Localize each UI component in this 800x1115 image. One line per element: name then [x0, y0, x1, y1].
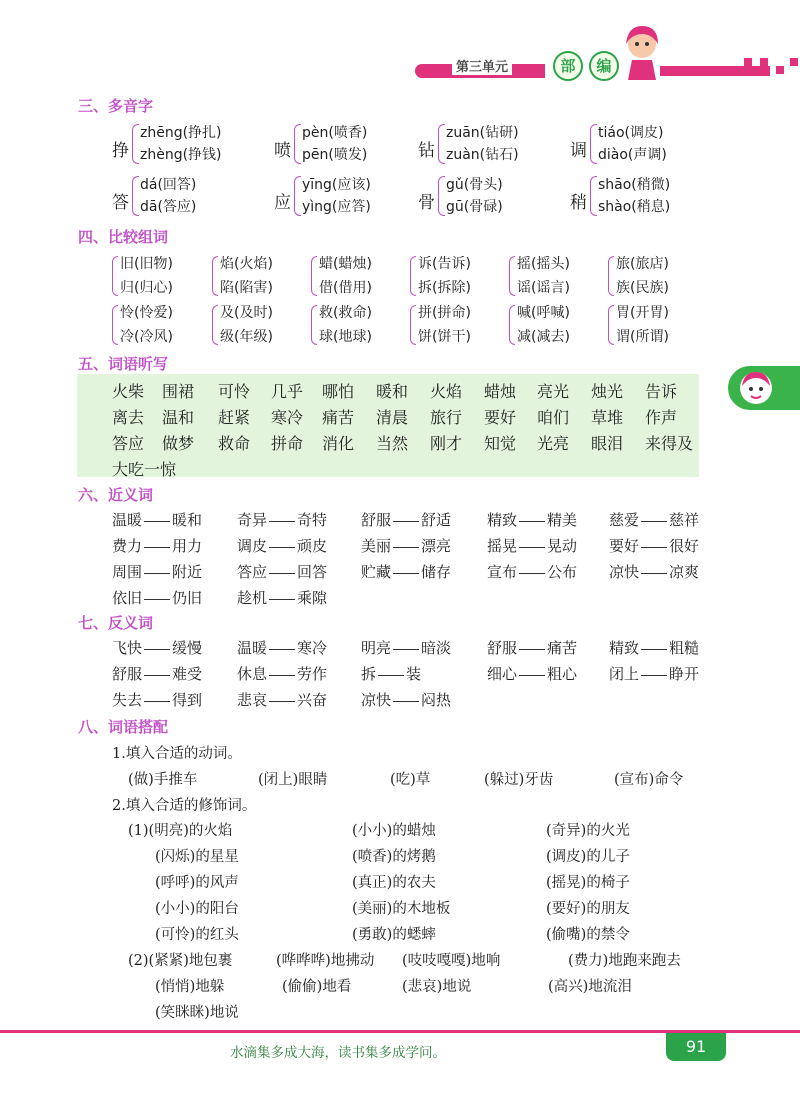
dictation-word: 几乎 [271, 382, 304, 401]
pair-dash [641, 675, 667, 676]
antonym-pair [237, 637, 327, 658]
pair-word-b: 奇特 [297, 511, 328, 529]
badge-bu: 部 [553, 51, 583, 81]
pair-word-b: 兴奋 [297, 691, 328, 709]
dictation-word: 蜡烛 [484, 382, 517, 401]
pair-word-b: 劳作 [297, 665, 328, 683]
pair-dash [393, 701, 419, 702]
dictation-word: 可怜 [218, 382, 251, 401]
dictation-word: 离去 [112, 408, 145, 427]
synonym-pair [361, 509, 451, 530]
synonym-pair [487, 561, 577, 582]
antonym-pair [361, 689, 451, 710]
dictation-word: 烛光 [591, 382, 624, 401]
dictation-word: 草堆 [591, 408, 624, 427]
section-dictation-title: 五、词语听写 [78, 355, 169, 373]
pair-dash [269, 521, 295, 522]
pair-dash [519, 649, 545, 650]
pair-dash [393, 521, 419, 522]
antonym-pair [487, 637, 577, 658]
antonym-pair [487, 663, 577, 684]
pair-word-b: 晃动 [547, 537, 578, 555]
dictation-word: 赶紧 [218, 408, 251, 427]
pair-dash [393, 649, 419, 650]
synonym-pair [237, 535, 327, 556]
dictation-word: 要好 [484, 408, 517, 427]
pair-dash [519, 675, 545, 676]
synonym-pair [237, 561, 327, 582]
pair-word-a: 休息 [237, 665, 268, 683]
header-checker [776, 66, 784, 74]
pair-dash [641, 573, 667, 574]
pair-word-b: 缓慢 [172, 639, 203, 657]
dictation-word: 清晨 [376, 408, 409, 427]
adverb-item: (吱吱嘎嘎)地响 [402, 953, 501, 969]
unit-label: 第三单元 [452, 56, 512, 75]
pair-word-a: 答应 [237, 563, 268, 581]
dictation-word: 大吃一惊 [112, 460, 177, 479]
pair-word-a: 明亮 [361, 639, 392, 657]
synonym-pair [361, 535, 451, 556]
antonym-pair [361, 663, 421, 684]
pair-word-b: 漂亮 [421, 537, 452, 555]
pair-word-a: 悲哀 [237, 691, 268, 709]
pair-dash [269, 547, 295, 548]
dictation-word: 咱们 [537, 408, 570, 427]
page-header [0, 0, 800, 95]
modifier-item: (偷嘴)的禁令 [546, 927, 630, 943]
pair-word-b: 附近 [172, 563, 203, 581]
dictation-word: 拼命 [271, 434, 304, 453]
pair-word-b: 用力 [172, 537, 203, 555]
synonym-pair [112, 587, 202, 608]
dictation-word: 亮光 [537, 382, 570, 401]
pair-word-b: 顽皮 [297, 537, 328, 555]
synonym-pair [487, 509, 577, 530]
modifier-item: (1)(明亮)的火焰 [128, 823, 233, 839]
pair-dash [144, 599, 170, 600]
page-number: 91 [666, 1033, 726, 1061]
dictation-word: 眼泪 [591, 434, 624, 453]
pair-word-b: 睁开 [669, 665, 700, 683]
adverb-item: (哗哗哗)地拂动 [276, 953, 375, 969]
dictation-word: 温和 [162, 408, 195, 427]
antonym-pair [112, 663, 202, 684]
dictation-word: 火柴 [112, 382, 145, 401]
synonym-pair [237, 587, 327, 608]
pair-word-b: 装 [406, 665, 422, 683]
pair-dash [378, 675, 404, 676]
pair-dash [144, 675, 170, 676]
synonym-pair [361, 561, 451, 582]
pair-word-a: 贮藏 [361, 563, 392, 581]
pair-word-a: 要好 [609, 537, 640, 555]
pair-word-a: 凉快 [361, 691, 392, 709]
pair-word-b: 得到 [172, 691, 203, 709]
pair-word-b: 舒适 [421, 511, 452, 529]
pair-word-a: 失去 [112, 691, 143, 709]
modifier-item: (奇异)的火光 [546, 823, 630, 839]
pair-word-b: 公布 [547, 563, 578, 581]
pair-dash [269, 701, 295, 702]
pair-dash [269, 675, 295, 676]
pair-dash [144, 547, 170, 548]
dictation-word: 消化 [322, 434, 355, 453]
pair-word-a: 周围 [112, 563, 143, 581]
adverb-item: (笑眯眯)地说 [155, 1005, 239, 1021]
pair-dash [144, 573, 170, 574]
dictation-word: 痛苦 [322, 408, 355, 427]
pair-word-a: 调皮 [237, 537, 268, 555]
verb-item: (吃)草 [390, 772, 431, 788]
verb-item: (宣布)命令 [614, 772, 684, 788]
pair-word-b: 闷热 [421, 691, 452, 709]
pair-word-a: 细心 [487, 665, 518, 683]
footer-motto: 水滴集多成大海，读书集多成学问。 [230, 1045, 446, 1061]
dictation-word: 知觉 [484, 434, 517, 453]
section-polyphonic-title: 三、多音字 [78, 97, 154, 115]
pair-word-a: 趁机 [237, 589, 268, 607]
pair-dash [519, 521, 545, 522]
header-checker [760, 58, 768, 66]
pair-dash [269, 599, 295, 600]
pair-word-a: 摇晃 [487, 537, 518, 555]
pair-dash [393, 547, 419, 548]
antonym-pair [237, 663, 327, 684]
antonym-pair [112, 637, 202, 658]
pair-dash [269, 573, 295, 574]
pair-word-b: 很好 [669, 537, 700, 555]
synonym-pair [487, 535, 577, 556]
section-compare-title: 四、比较组词 [78, 228, 169, 246]
pair-word-a: 温暖 [237, 639, 268, 657]
synonym-pair [237, 509, 327, 530]
pair-word-a: 拆 [361, 665, 377, 683]
pair-word-a: 舒服 [361, 511, 392, 529]
pair-word-a: 闭上 [609, 665, 640, 683]
modifier-item: (呼呼)的风声 [155, 875, 239, 891]
pair-word-b: 粗糙 [669, 639, 700, 657]
cartoon-girl-icon [618, 20, 666, 84]
pair-dash [144, 701, 170, 702]
pair-dash [144, 521, 170, 522]
modifier-item: (真正)的农夫 [352, 875, 436, 891]
adverb-item: (2)(紧紧)地包裹 [128, 953, 233, 969]
pair-word-a: 费力 [112, 537, 143, 555]
dictation-word: 告诉 [645, 382, 678, 401]
pair-word-a: 慈爱 [609, 511, 640, 529]
verb-item: (闭上)眼睛 [258, 772, 328, 788]
verb-item: (做)手推车 [128, 772, 198, 788]
adverb-item: (悲哀)地说 [402, 979, 472, 995]
adverb-item: (高兴)地流泪 [548, 979, 632, 995]
pair-word-b: 慈祥 [669, 511, 700, 529]
pair-word-b: 仍旧 [172, 589, 203, 607]
pair-dash [641, 547, 667, 548]
modifier-item: (勇敢)的蟋蟀 [352, 927, 436, 943]
header-checker [790, 58, 798, 66]
dictation-word: 暖和 [376, 382, 409, 401]
antonym-pair [237, 689, 327, 710]
dictation-word: 做梦 [162, 434, 195, 453]
pair-dash [519, 573, 545, 574]
dictation-word: 哪怕 [322, 382, 355, 401]
pair-dash [393, 573, 419, 574]
pair-word-a: 飞快 [112, 639, 143, 657]
pair-word-b: 回答 [297, 563, 328, 581]
pair-word-b: 凉爽 [669, 563, 700, 581]
antonym-pair [609, 663, 699, 684]
pair-dash [519, 547, 545, 548]
pair-word-b: 精美 [547, 511, 578, 529]
pair-word-b: 难受 [172, 665, 203, 683]
pair-word-a: 奇异 [237, 511, 268, 529]
synonym-pair [609, 561, 699, 582]
adverb-item: (费力)地跑来跑去 [568, 953, 681, 969]
synonym-pair [609, 535, 699, 556]
dictation-word: 火焰 [430, 382, 463, 401]
dictation-word: 围裙 [162, 382, 195, 401]
pair-word-b: 乘隙 [297, 589, 328, 607]
pair-word-b: 粗心 [547, 665, 578, 683]
pair-word-b: 寒冷 [297, 639, 328, 657]
section-synonyms-title: 六、近义词 [78, 486, 154, 504]
badge-bian: 编 [589, 51, 619, 81]
adverb-item: (悄悄)地躲 [155, 979, 225, 995]
pair-dash [144, 649, 170, 650]
pair-word-a: 温暖 [112, 511, 143, 529]
modifier-item: (要好)的朋友 [546, 901, 630, 917]
pair-word-a: 精致 [487, 511, 518, 529]
synonym-pair [112, 535, 202, 556]
dictation-word: 旅行 [430, 408, 463, 427]
section-collocation-title: 八、词语搭配 [78, 718, 169, 736]
modifier-item: (闪烁)的星星 [155, 849, 239, 865]
cartoon-face-icon [738, 370, 774, 406]
adverb-item: (偷偷)地看 [282, 979, 352, 995]
dictation-word: 答应 [112, 434, 145, 453]
pair-word-b: 暖和 [172, 511, 203, 529]
pair-dash [641, 521, 667, 522]
header-checker [744, 58, 752, 66]
pair-word-a: 精致 [609, 639, 640, 657]
modifier-item: (调皮)的儿子 [546, 849, 630, 865]
pair-word-a: 舒服 [487, 639, 518, 657]
modifier-item: (小小)的蜡烛 [352, 823, 436, 839]
section-antonyms-title: 七、反义词 [78, 614, 154, 632]
pair-word-b: 暗淡 [421, 639, 452, 657]
modifier-item: (可怜)的红头 [155, 927, 239, 943]
antonym-pair [112, 689, 202, 710]
dictation-word: 刚才 [430, 434, 463, 453]
pair-dash [269, 649, 295, 650]
dictation-word: 光亮 [537, 434, 570, 453]
pair-word-a: 宣布 [487, 563, 518, 581]
dictation-word: 作声 [645, 408, 678, 427]
pair-word-b: 储存 [421, 563, 452, 581]
collocation-question-2: 2.填入合适的修饰词。 [112, 798, 257, 814]
synonym-pair [609, 509, 699, 530]
modifier-item: (美丽)的木地板 [352, 901, 451, 917]
pair-word-b: 痛苦 [547, 639, 578, 657]
pair-dash [641, 649, 667, 650]
header-stripe [660, 66, 770, 76]
pair-word-a: 舒服 [112, 665, 143, 683]
modifier-item: (小小)的阳台 [155, 901, 239, 917]
pair-word-a: 依旧 [112, 589, 143, 607]
synonym-pair [112, 561, 202, 582]
pair-word-a: 美丽 [361, 537, 392, 555]
dictation-word: 来得及 [645, 434, 694, 453]
pair-word-a: 凉快 [609, 563, 640, 581]
collocation-question-1: 1.填入合适的动词。 [112, 746, 242, 762]
modifier-item: (摇晃)的椅子 [546, 875, 630, 891]
antonym-pair [361, 637, 451, 658]
synonym-pair [112, 509, 202, 530]
antonym-pair [609, 637, 699, 658]
verb-item: (躲过)牙齿 [484, 772, 554, 788]
dictation-word: 当然 [376, 434, 409, 453]
dictation-word: 救命 [218, 434, 251, 453]
modifier-item: (喷香)的烤鹅 [352, 849, 436, 865]
dictation-word: 寒冷 [271, 408, 304, 427]
